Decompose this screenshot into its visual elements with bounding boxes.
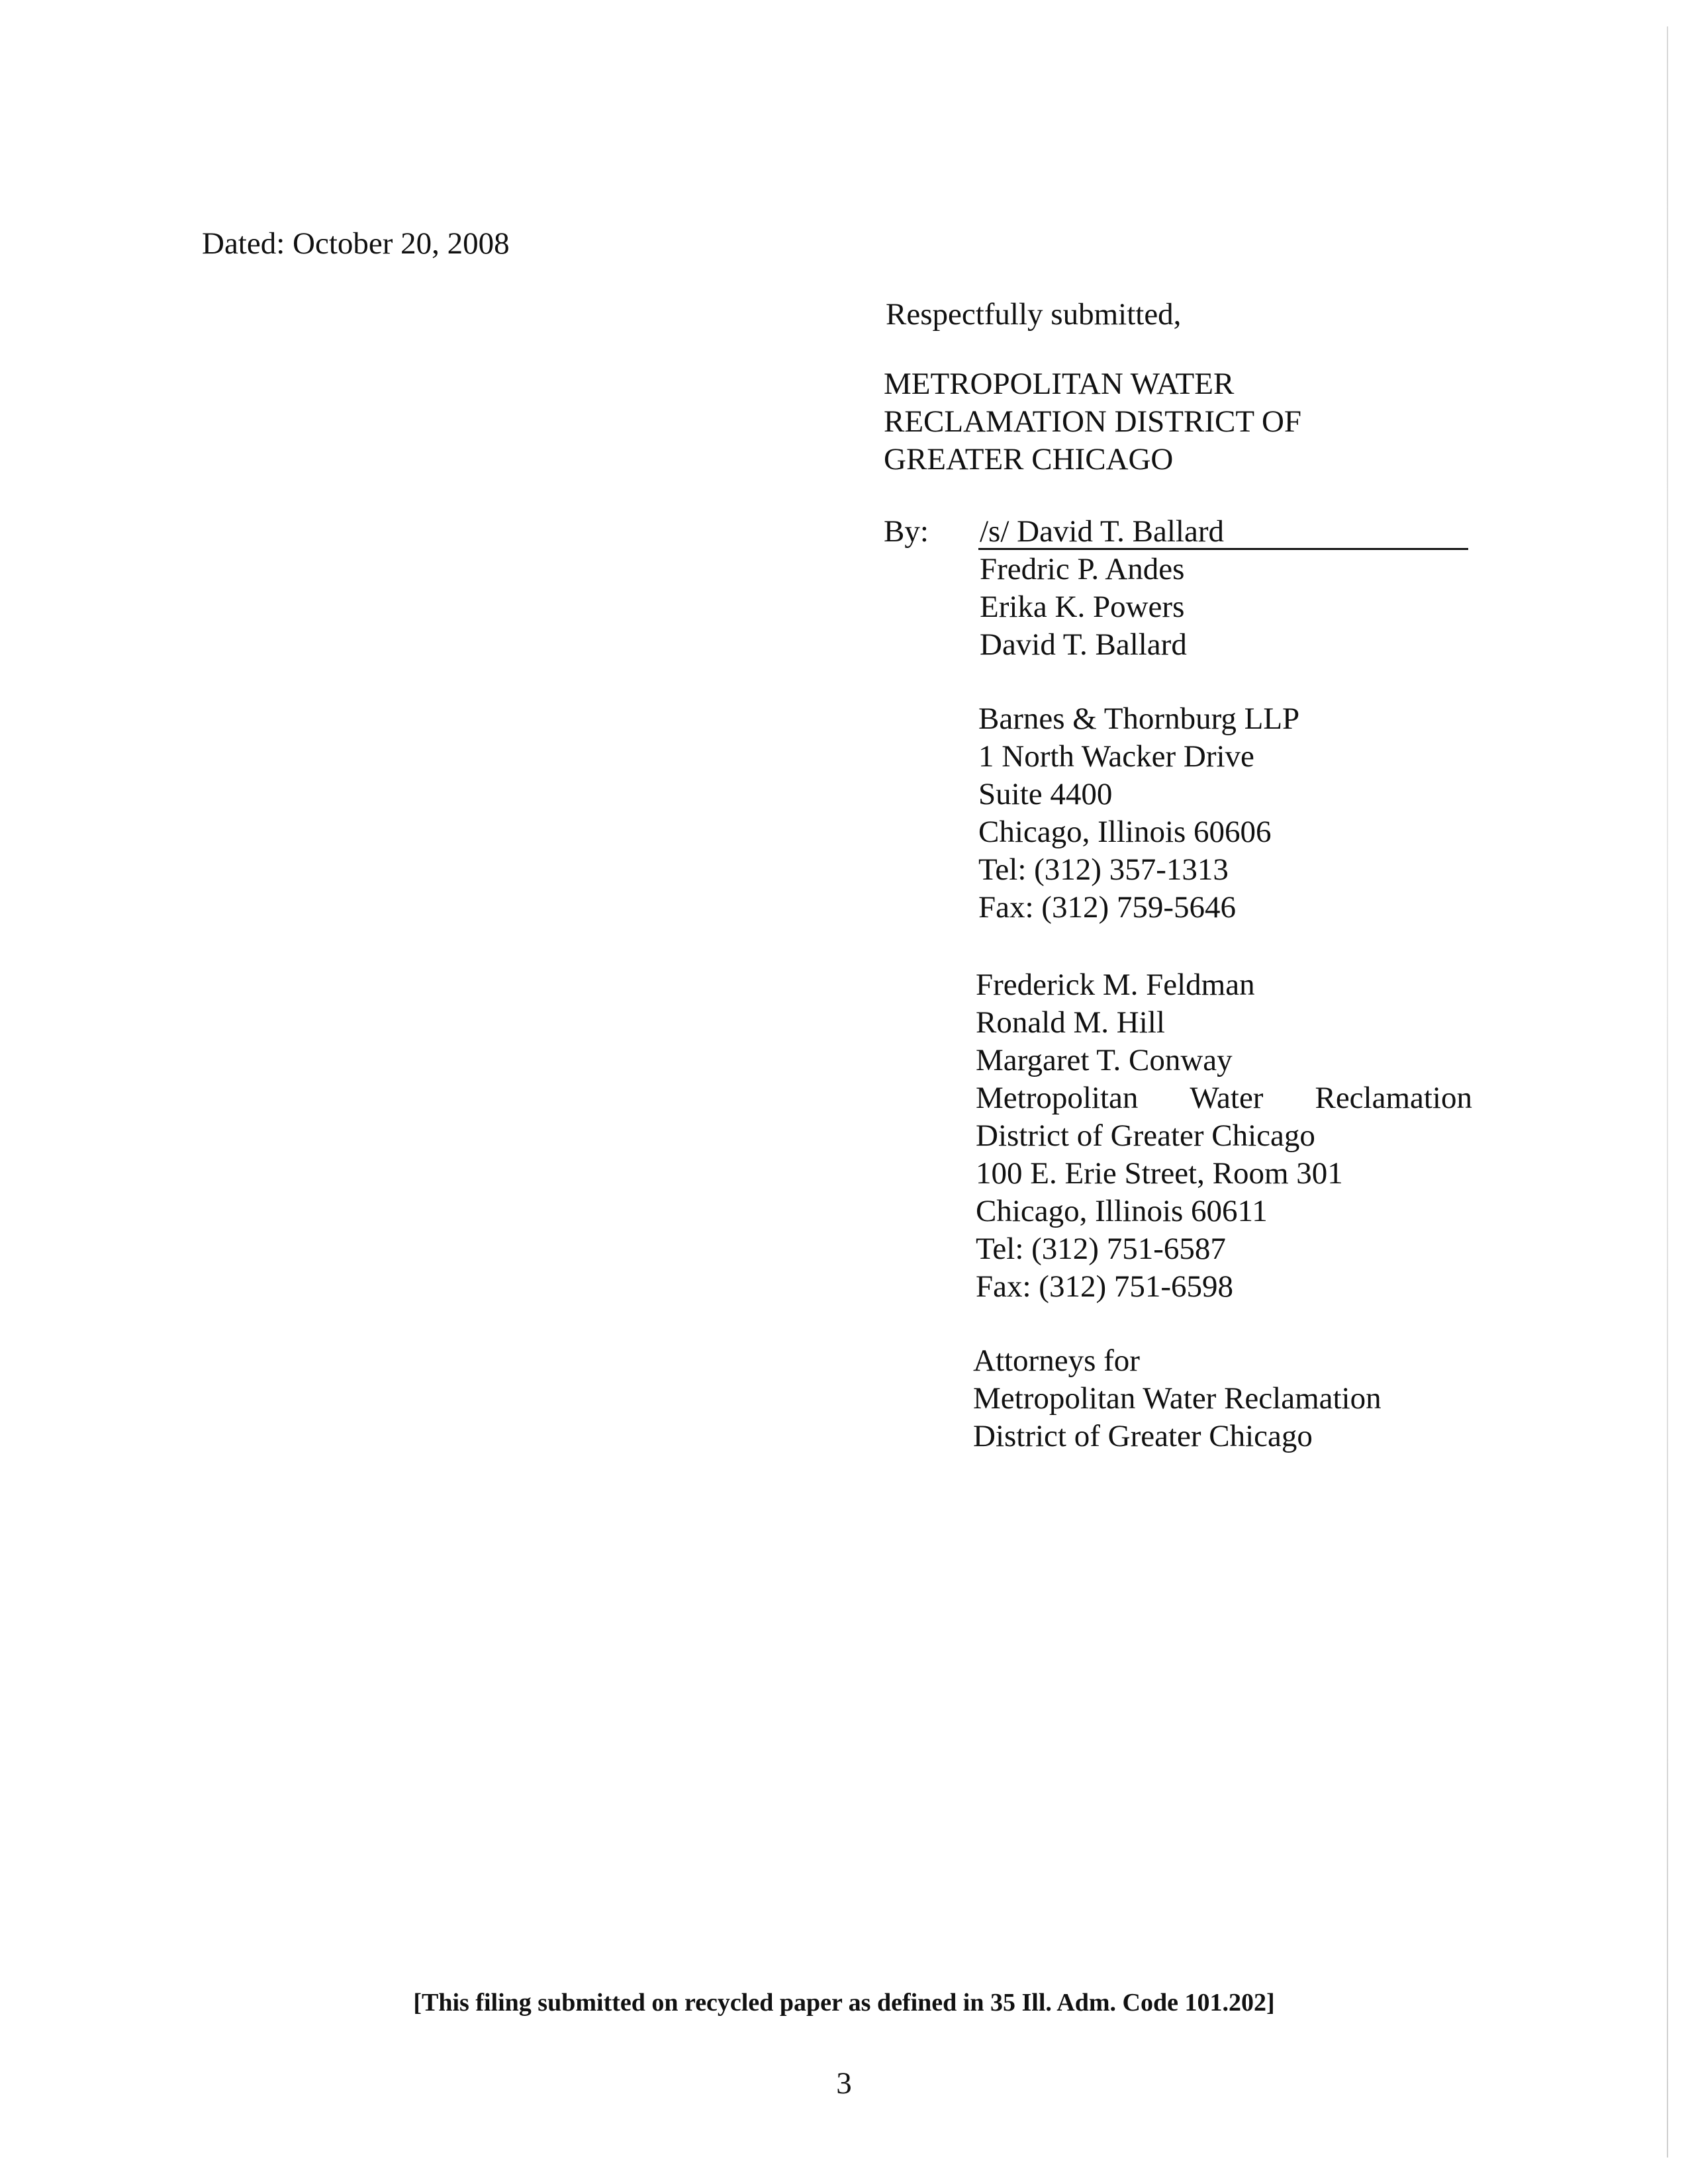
- recycled-paper-footer: [This filing submitted on recycled paper as defined in 35 Ill. Adm. Code 101.202]: [413, 1989, 1275, 2017]
- signer-name: Erika K. Powers: [980, 590, 1185, 624]
- law-firm-block: [978, 700, 1299, 927]
- district-counsel-block: [976, 966, 1472, 1306]
- organization-line: RECLAMATION DISTRICT OF: [884, 404, 1302, 439]
- district-address-line: Chicago, Illinois 60611: [976, 1194, 1268, 1228]
- attorneys-for-block: [973, 1342, 1382, 1455]
- org-word: Reclamation: [1315, 1081, 1472, 1115]
- firm-line: Barnes & Thornburg LLP: [978, 702, 1300, 736]
- scan-edge-shadow: [1667, 26, 1668, 2158]
- firm-line: Chicago, Illinois 60606: [978, 815, 1272, 849]
- organization-line: METROPOLITAN WATER: [884, 367, 1235, 401]
- by-label: By:: [884, 514, 929, 549]
- dated-line: Dated: October 20, 2008: [202, 226, 510, 261]
- signers-block: [980, 551, 1187, 664]
- firm-line: Suite 4400: [978, 777, 1113, 811]
- signer-name: Fredric P. Andes: [980, 552, 1185, 586]
- organization-block: [884, 365, 1301, 478]
- district-address-line: Fax: (312) 751-6598: [976, 1269, 1234, 1304]
- district-address-line: District of Greater Chicago: [976, 1118, 1315, 1153]
- district-address-line: 100 E. Erie Street, Room 301: [976, 1156, 1343, 1191]
- signer-name: David T. Ballard: [980, 627, 1187, 662]
- attorneys-line: District of Greater Chicago: [973, 1419, 1313, 1453]
- attorneys-line: Metropolitan Water Reclamation: [973, 1381, 1382, 1416]
- district-name: Frederick M. Feldman: [976, 968, 1255, 1002]
- district-name: Margaret T. Conway: [976, 1043, 1233, 1077]
- signature-text: /s/ David T. Ballard: [980, 514, 1224, 549]
- firm-line: Tel: (312) 357-1313: [978, 852, 1229, 887]
- organization-line: GREATER CHICAGO: [884, 442, 1174, 477]
- district-address-line: Tel: (312) 751-6587: [976, 1232, 1226, 1266]
- district-name: Ronald M. Hill: [976, 1005, 1165, 1040]
- district-org-line: [976, 1079, 1472, 1117]
- closing-text: Respectfully submitted,: [886, 297, 1182, 332]
- page-number: 3: [836, 2066, 852, 2101]
- attorneys-line: Attorneys for: [973, 1343, 1140, 1378]
- signature-line: [978, 548, 1468, 550]
- org-word: Metropolitan: [976, 1081, 1139, 1115]
- firm-line: Fax: (312) 759-5646: [978, 890, 1237, 925]
- firm-line: 1 North Wacker Drive: [978, 739, 1254, 774]
- org-word: Water: [1190, 1081, 1264, 1115]
